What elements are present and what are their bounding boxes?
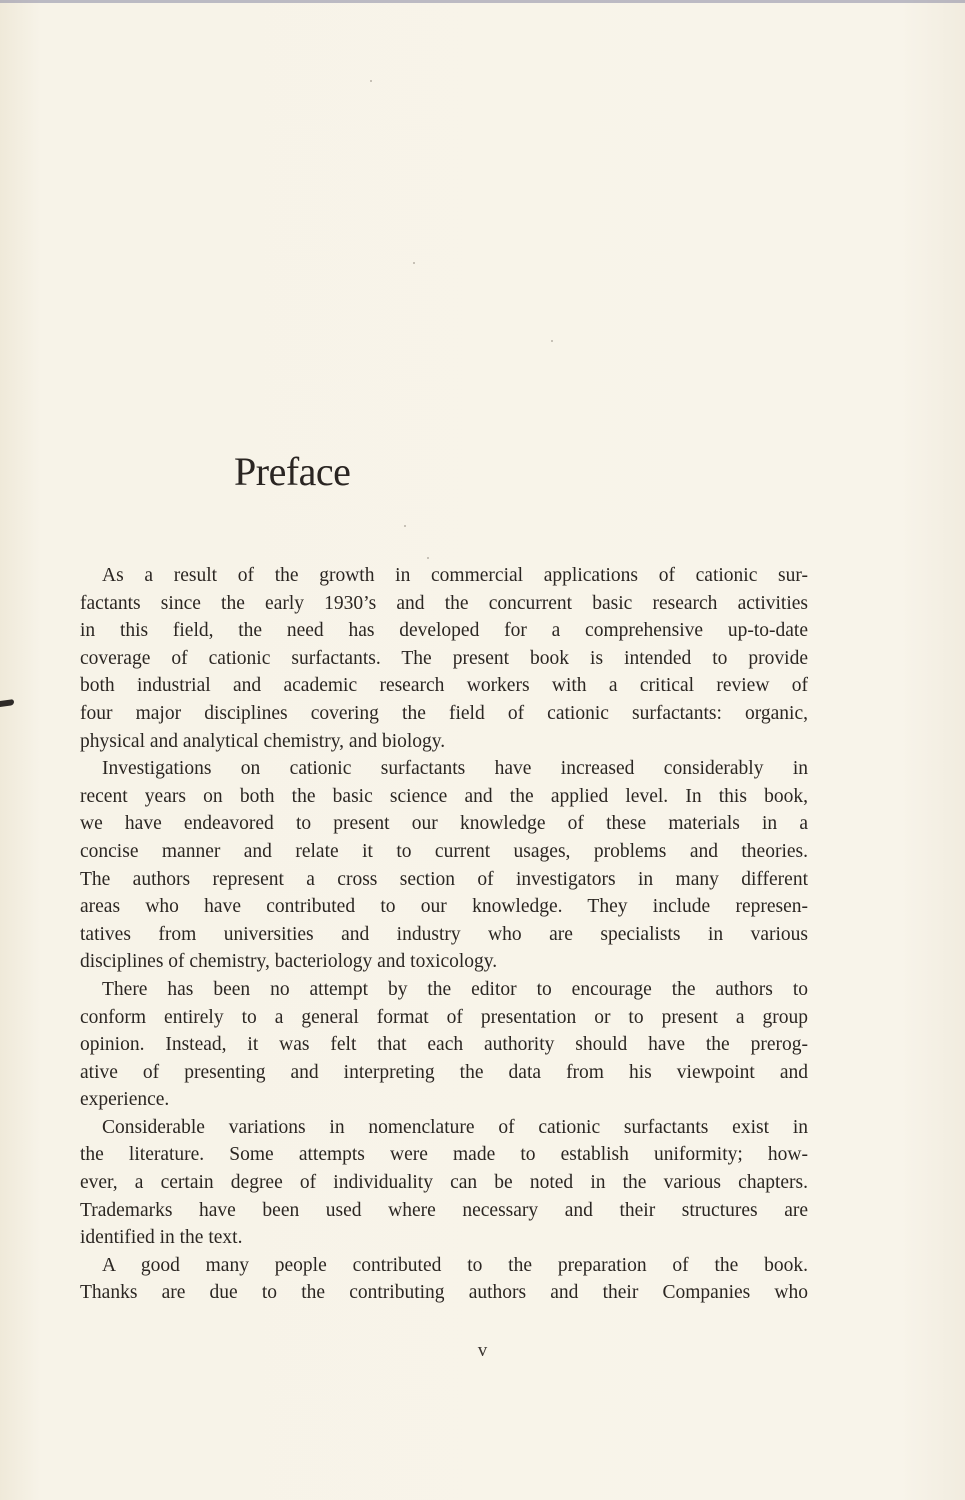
text-line: Investigations on cationic surfactants have increased considerably in — [102, 758, 808, 780]
text-line: identified in the text. — [80, 1227, 243, 1249]
paragraph — [80, 1252, 808, 1307]
page-number: v — [477, 1340, 488, 1361]
text-line: There has been no attempt by the editor to encourage the authors to — [102, 978, 808, 1000]
text-line: both industrial and academic research workers with a critical review of — [80, 675, 808, 697]
text-line: conform entirely to a general format of presentation or to present a group — [80, 1006, 808, 1028]
paper-speck — [413, 262, 415, 264]
paper-speck — [427, 557, 429, 559]
text-line: we have endeavored to present our knowledge of these materials in a — [80, 813, 808, 835]
text-line: in this field, the need has developed for a comprehensive up-to-date — [80, 620, 808, 642]
text-line: As a result of the growth in commercial applications of cationic sur- — [102, 565, 808, 586]
text-line: ever, a certain degree of individuality can be noted in the various chapters. — [80, 1172, 808, 1194]
text-line: The authors represent a cross section of investigators in many different — [80, 868, 808, 890]
text-line: A good many people contributed to the preparation of the book. — [102, 1254, 808, 1276]
paragraph — [80, 976, 808, 1114]
page-top-edge — [0, 0, 965, 3]
paragraph — [80, 562, 808, 755]
text-line: Considerable variations in nomenclature of cationic surfactants exist in — [102, 1116, 808, 1138]
paper-speck — [404, 525, 406, 527]
text-line: factants since the early 1930’s and the concurrent basic research activities — [80, 592, 808, 614]
paragraph — [80, 1114, 808, 1252]
binding-mark — [0, 699, 14, 707]
text-line: the literature. Some attempts were made to establish uniformity; how- — [80, 1144, 808, 1166]
page-title: Preface — [234, 449, 351, 494]
text-line: experience. — [80, 1089, 170, 1111]
text-line: Thanks are due to the contributing authors and their Companies who — [80, 1282, 808, 1304]
paper-speck — [370, 80, 372, 82]
text-line: areas who have contributed to our knowledge. They include represen- — [80, 896, 808, 918]
preface-body — [80, 562, 808, 1307]
paper-speck — [551, 340, 553, 342]
text-line: disciplines of chemistry, bacteriology and toxicology. — [80, 951, 498, 973]
paragraph — [80, 755, 808, 976]
text-line: coverage of cationic surfactants. The present book is intended to provide — [80, 647, 808, 669]
text-line: concise manner and relate it to current usages, problems and theories. — [80, 840, 808, 862]
text-line: Trademarks have been used where necessary and their structures are — [80, 1199, 808, 1221]
text-line: recent years on both the basic science and the applied level. In this book, — [80, 785, 808, 807]
text-line: tatives from universities and industry who are specialists in various — [80, 923, 808, 945]
text-line: four major disciplines covering the field of cationic surfactants: organic, — [80, 702, 808, 724]
text-line: ative of presenting and interpreting the data from his viewpoint and — [80, 1061, 808, 1083]
text-line: opinion. Instead, it was felt that each authority should have the prerog- — [80, 1034, 808, 1056]
text-line: physical and analytical chemistry, and biology. — [80, 730, 446, 752]
